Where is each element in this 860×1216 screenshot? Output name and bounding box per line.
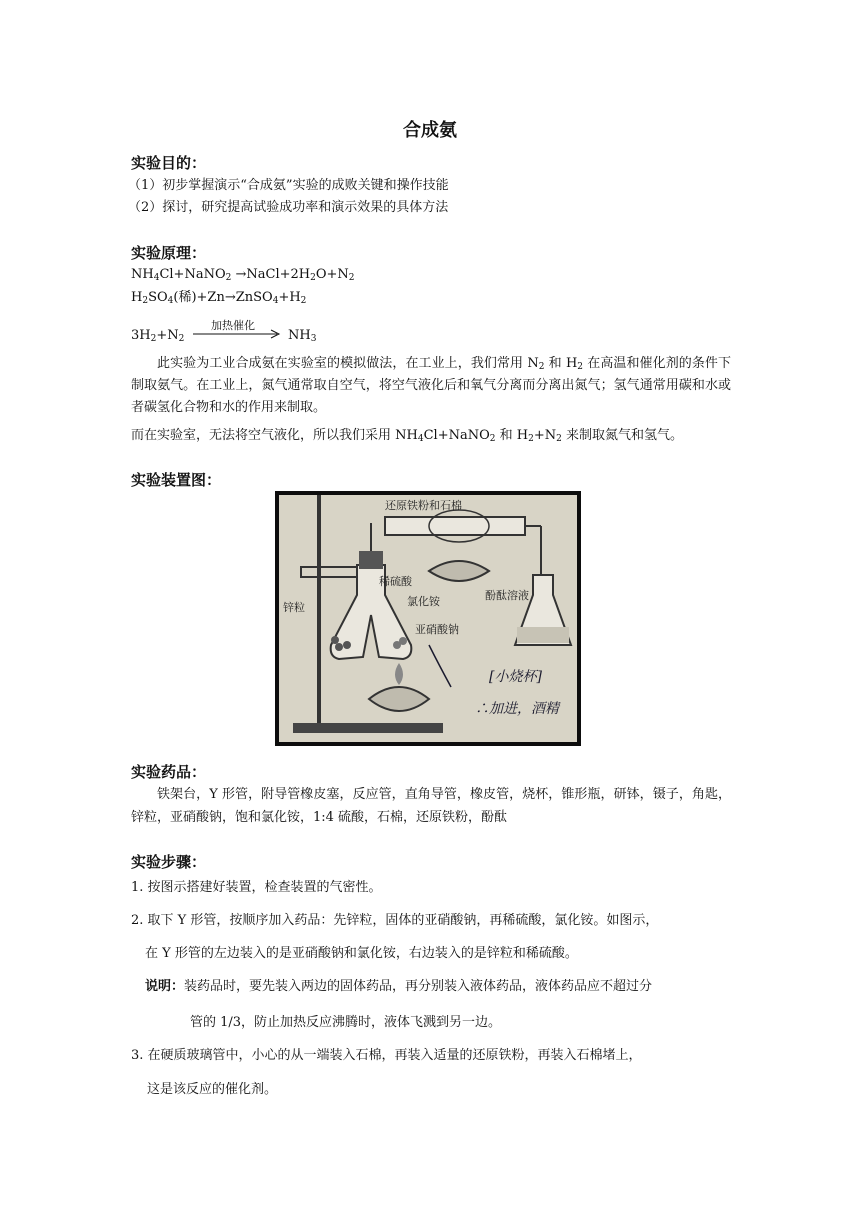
equation-2: $H_2SO_4$(稀)$+Zn\to ZnSO_4+H_2$	[131, 290, 307, 306]
step-2-line-2: 在 Y 形管的左边装入的是亚硝酸钠和氯化铵，右边装入的是锌粒和稀硫酸。	[145, 946, 578, 961]
label-catalyst: 还原铁粉和石棉	[385, 499, 462, 512]
note-label: 说明：	[145, 979, 185, 994]
principle-heading: 实验原理：	[131, 244, 207, 262]
step-2-line-1: 2. 取下 Y 形管，按顺序加入药品：先锌粒，固体的亚硝酸钠，再稀硫酸，氯化铵。如图示，	[131, 913, 659, 928]
apparatus-illustration	[279, 495, 577, 742]
label-sodium-nitrite: 亚硝酸钠	[415, 623, 459, 636]
equation-3-left: $3H_2+N_2$	[131, 328, 185, 344]
arrow-icon	[191, 317, 283, 339]
note-line-2: 管的 1/3，防止加热反应沸腾时，液体飞溅到另一边。	[190, 1015, 502, 1030]
steps-heading: 实验步骤：	[131, 853, 207, 871]
label-phenolphthalein: 酚酞溶液	[485, 589, 529, 602]
equation-1: $NH_4Cl+NaNO_2$ $\to NaCl+2H_2O+N_2$	[131, 267, 355, 283]
handwritten-note-2: ∴加进，酒精	[475, 701, 559, 717]
step-3-line-1: 3. 在硬质玻璃管中，小心的从一端装入石棉，再装入适量的还原铁粉，再装入石棉堵上，	[131, 1048, 642, 1063]
equation-3-right: $NH_3$	[288, 328, 317, 344]
principle-paragraph-2: 而在实验室，无法将空气液化，所以我们采用 $NH_4Cl+NaNO_2$ 和 $H_2+N_2$ 来制取氮气和氢气。	[131, 428, 683, 444]
handwritten-note-1: [小烧杯]	[489, 669, 542, 685]
purpose-item-1: （1）初步掌握演示“合成氨”实验的成败关键和操作技能	[128, 178, 449, 193]
reaction-condition: 加热催化	[211, 319, 255, 332]
apparatus-heading: 实验装置图：	[131, 471, 222, 489]
note-line-1: 说明：装药品时，要先装入两边的固体药品，再分别装入液体药品，液体药品应不超过分	[145, 979, 653, 994]
label-ammonium-chloride: 氯化铵	[407, 595, 440, 608]
purpose-heading: 实验目的：	[131, 154, 207, 172]
reagents-text: 铁架台，Y 形管，附导管橡皮塞，反应管，直角导管，橡皮管，烧杯，锥形瓶，研钵，镊子，角匙，锌粒，亚硝酸钠，饱和氯化铵，1:4 硫酸，石棉，还原铁粉，酚酞	[131, 787, 731, 825]
apparatus-figure	[275, 491, 581, 746]
step-1: 1. 按图示搭建好装置，检查装置的气密性。	[131, 880, 382, 895]
label-dilute-acid: 稀硫酸	[379, 575, 412, 588]
reagents-heading: 实验药品：	[131, 763, 207, 781]
reaction-arrow	[191, 317, 283, 339]
step-3-line-2: 这是该反应的催化剂。	[147, 1082, 278, 1097]
principle-paragraph-1: 此实验为工业合成氨在实验室的模拟做法，在工业上，我们常用 $N_2$ 和 $H_2$ 在高温和催化剂的条件下制取氨气。在工业上，氮气通常取自空气，将空气液化后和氧气分离而分离出氮气；氢气通常用碳和水或者碳氢化合物和水的作用来制取。	[131, 356, 731, 415]
page-title: 合成氨	[403, 120, 457, 141]
label-zinc: 锌粒	[283, 601, 305, 614]
purpose-item-2: （2）探讨，研究提高试验成功率和演示效果的具体方法	[128, 200, 449, 215]
